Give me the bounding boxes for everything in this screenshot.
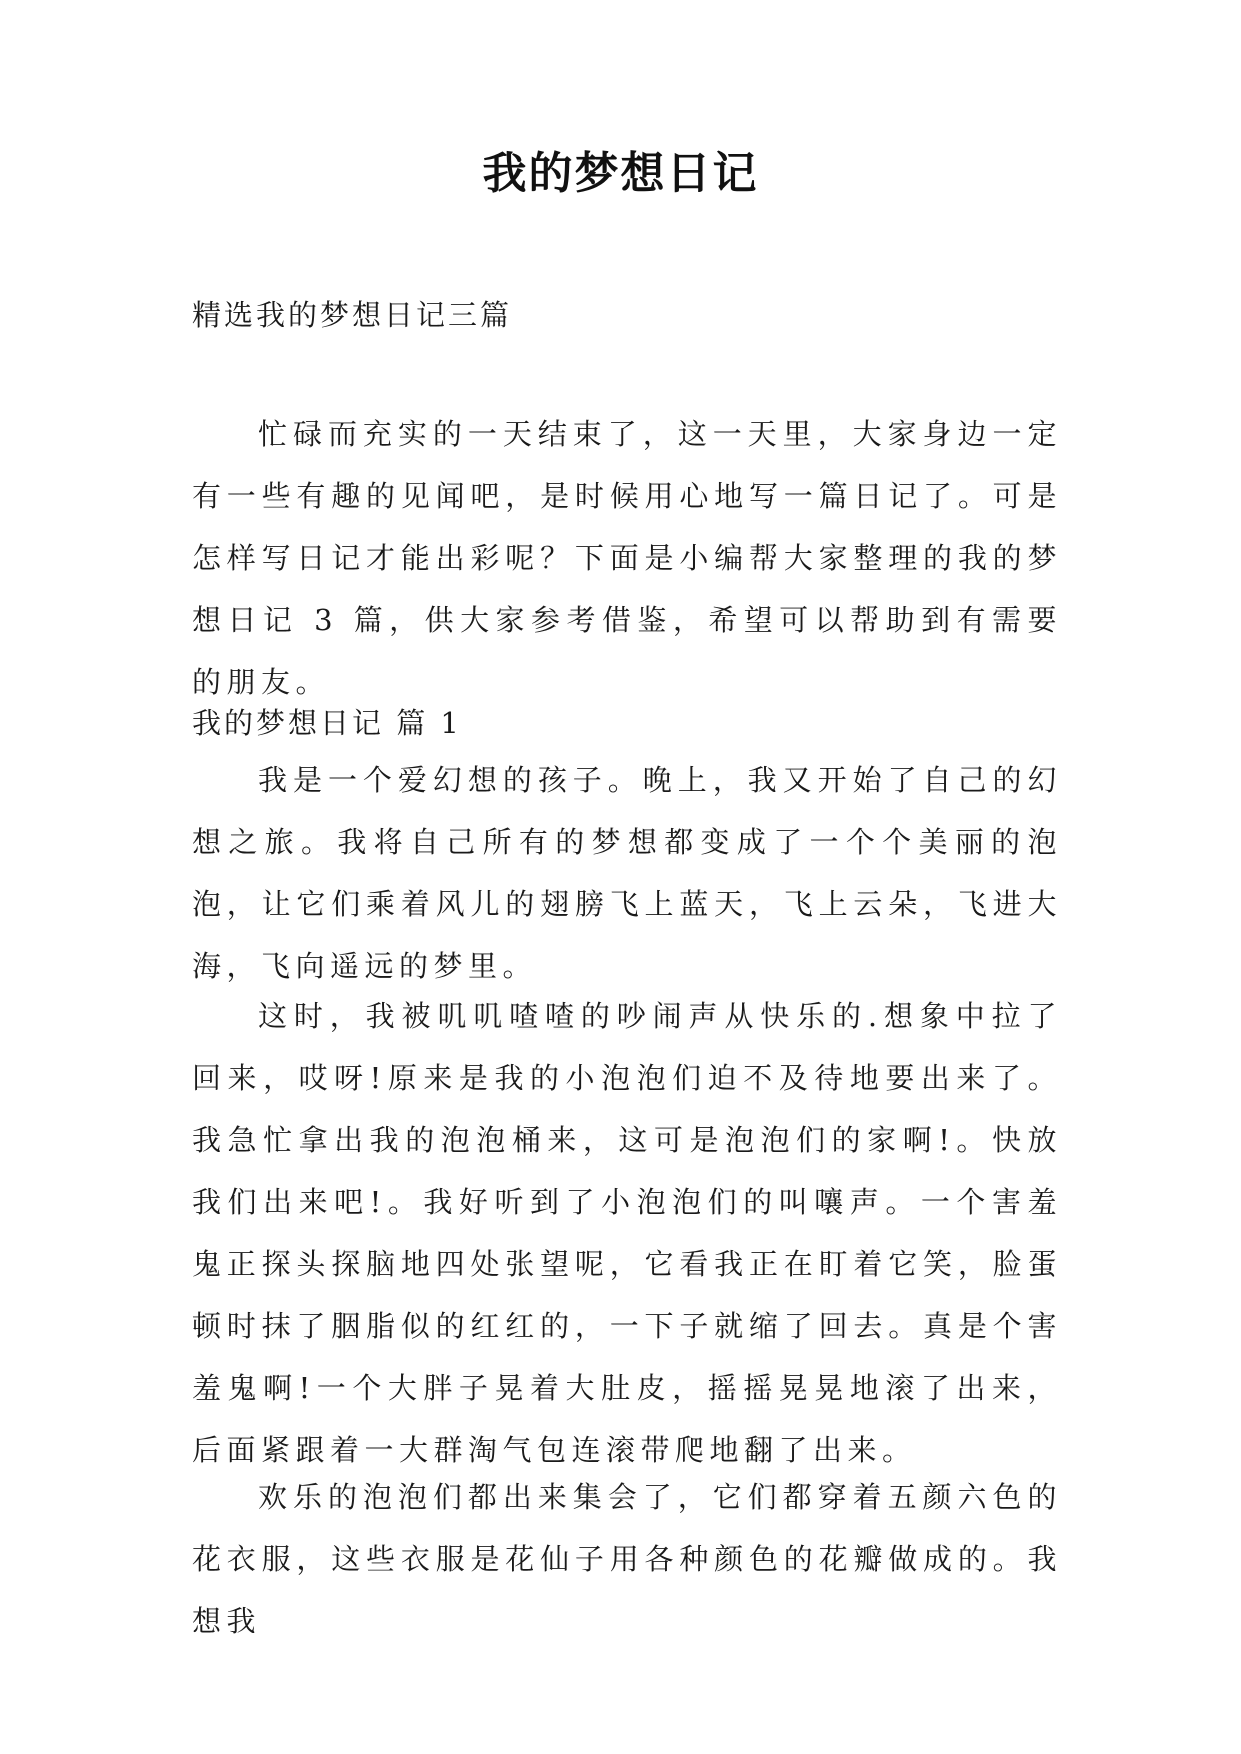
body-paragraph: 我是一个爱幻想的孩子。晚上，我又开始了自己的幻想之旅。我将自己所有的梦想都变成了一个个美丽的泡泡，让它们乘着风儿的翅膀飞上蓝天，飞上云朵，飞进大海，飞向遥远的梦里。: [192, 763, 1062, 983]
document-subtitle: 精选我的梦想日记三篇: [192, 298, 513, 332]
document-title: 我的梦想日记: [482, 148, 759, 199]
section-heading: 我的梦想日记 篇 1: [192, 706, 462, 740]
intro-paragraph: 忙碌而充实的一天结束了，这一天里，大家身边一定有一些有趣的见闻吧，是时候用心地写一篇日记了。可是怎样写日记才能出彩呢？下面是小编帮大家整理的我的梦想日记 3 篇，供大家参考借鉴，希望可以帮助到有需要的朋友。: [192, 417, 1062, 699]
body-paragraph: 这时，我被叽叽喳喳的吵闹声从快乐的.想象中拉了回来，哎呀!原来是我的小泡泡们迫不及待地要出来了。我急忙拿出我的泡泡桶来，这可是泡泡们的家啊!。快放我们出来吧!。我好听到了小泡泡们的叫嚷声。一个害羞鬼正探头探脑地四处张望呢，它看我正在盯着它笑，脸蛋顿时抹了胭脂似的红红的，一下子就缩了回去。真是个害羞鬼啊!一个大胖子晃着大肚皮，摇摇晃晃地滚了出来，后面紧跟着一大群淘气包连滚带爬地翻了出来。: [192, 999, 1062, 1467]
body-paragraph: 欢乐的泡泡们都出来集会了，它们都穿着五颜六色的花衣服，这些衣服是花仙子用各种颜色的花瓣做成的。我想我: [192, 1480, 1062, 1638]
